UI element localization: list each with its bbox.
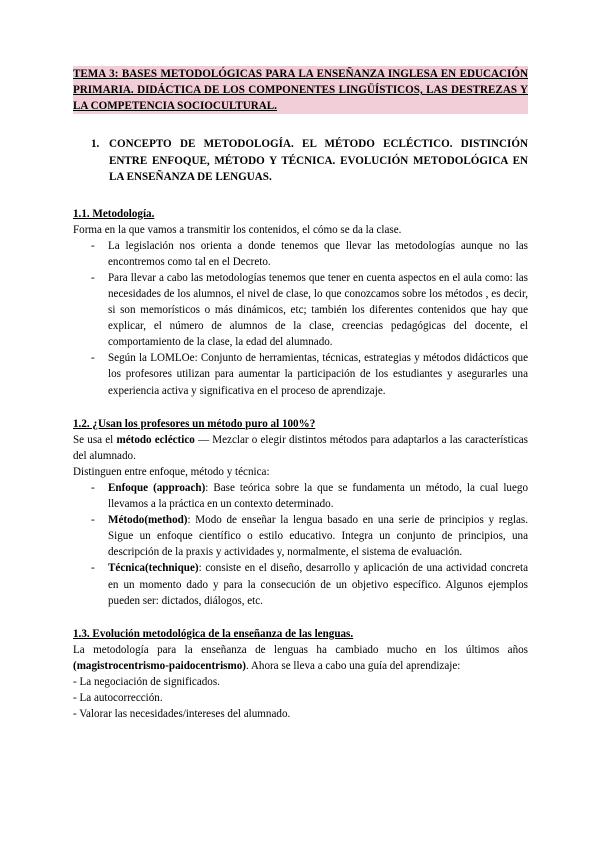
subsection-1-3-heading: 1.3. Evolución metodológica de la enseñanza de las lenguas. xyxy=(73,627,354,640)
subsection-1-2-distinction: Distinguen entre enfoque, método y técnica: xyxy=(73,465,270,478)
term-method: Método(method) xyxy=(108,514,188,527)
paradigm-term: (magistrocentrismo-paidocentrismo) xyxy=(73,659,246,672)
list-line: - La negociación de significados. xyxy=(73,676,220,689)
subsection-1-3-paragraph: La metodología para la enseñanza de lenguas ha cambiado mucho en los últimos años (magistrocentrismo-paidocentrismo). Ahora se lleva a cabo una guía del aprendizaje: xyxy=(73,643,528,672)
list-item: - La legislación nos orienta a donde tenemos que llevar las metodologías aunque no las encontremos como tal en el Decreto. xyxy=(91,239,528,268)
list-item: - Para llevar a cabo las metodologías tenemos que tener en cuenta aspectos en el aula como: las necesidades de los alumnos, el nivel de clase, lo que conozcamos sobre los métodos , es decir, si son memorísticos o más dinámicos, etc; también los diferentes contenidos que hay que explicar, el número de alumnos de la clase, creencias pedagógicas del docente, el comportamiento de la clase, la edad del alumnado. xyxy=(91,271,528,349)
term-technique: Técnica(technique) xyxy=(108,562,199,575)
list-item: - Método(method): Modo de enseñar la lengua basado en una serie de principios y reglas. Sigue un enfoque científico o estilo educativo. Integra un conjunto de principios, una descripción de la praxis y actividades y, normalmente, el sistema de evaluación. xyxy=(91,514,528,559)
section-1-title: CONCEPTO DE METODOLOGÍA. EL MÉTODO ECLÉCTICO. DISTINCIÓN ENTRE ENFOQUE, MÉTODO Y TÉCNICA. EVOLUCIÓN METODOLÓGICA EN LA ENSEÑANZA DE LENGUAS. xyxy=(109,138,528,183)
section-1-heading xyxy=(91,136,528,186)
list-item: - Enfoque (approach): Base teórica sobre la que se fundamenta un método, la cual luego llevamos a la práctica en un contexto determinado. xyxy=(91,482,528,511)
subsection-1-1-intro: Forma en la que vamos a transmitir los contenidos, el cómo se da la clase. xyxy=(73,223,402,236)
list-item: - Según la LOMLOe: Conjunto de herramientas, técnicas, estrategias y métodos didácticos que los profesores utilizan para aumentar la participación de los estudiantes y asegurarles una experiencia activa y significativa en el proceso de aprendizaje. xyxy=(91,352,528,397)
eclectic-method-term: método ecléctico xyxy=(116,433,195,446)
list-item: - Técnica(technique): consiste en el diseño, desarrollo y aplicación de una actividad concreta en un momento dado y para la consecución de un objetivo específico. Algunos ejemplos pueden ser: dictados, diálogos, etc. xyxy=(91,562,528,607)
subsection-1-1-heading: 1.1. Metodología. xyxy=(73,207,155,220)
document-title: TEMA 3: BASES METODOLÓGICAS PARA LA ENSEÑANZA INGLESA EN EDUCACIÓN PRIMARIA. DIDÁCTICA DE LOS COMPONENTES LINGÜÍSTICOS, LAS DESTREZAS Y LA COMPETENCIA SOCIOCULTURAL. xyxy=(73,68,528,112)
term-approach: Enfoque (approach) xyxy=(108,482,206,494)
section-1-number: 1. xyxy=(91,138,100,150)
subsection-1-2-paragraph: Se usa el método ecléctico — Mezclar o elegir distintos métodos para adaptarlos a las características del alumnado. xyxy=(73,433,529,462)
list-line: - Valorar las necesidades/intereses del alumnado. xyxy=(73,708,291,721)
subsection-1-1-list xyxy=(73,238,528,399)
subsection-1-2-list xyxy=(73,480,528,609)
subsection-1-2-heading: 1.2. ¿Usan los profesores un método puro al 100%? xyxy=(73,417,316,430)
list-line: - La autocorrección. xyxy=(73,692,163,705)
